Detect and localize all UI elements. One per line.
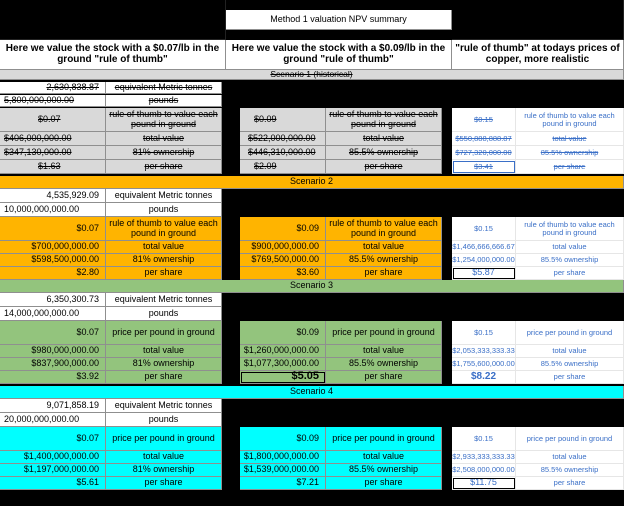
s2-c3-owned-label[interactable]: 85.5% ownership [516,254,624,267]
s4-c2-share[interactable]: $7.21 [240,477,326,490]
s1-tonnes-label[interactable]: equivalent Metric tonnes [106,82,222,94]
s1-c1-owned[interactable]: $347,130,000.00 [0,146,106,160]
s1-c1-share[interactable]: $1.63 [0,160,106,174]
s2-c2-owned[interactable]: $769,500,000.00 [240,254,326,267]
s3-c3-rate[interactable]: $0.15 [452,321,516,345]
s2-c1-rate-label[interactable]: rule of thumb to value each pound in ground [106,217,222,241]
s4-c3-rate-label[interactable]: price per pound in ground [516,427,624,451]
header-col3[interactable]: "rule of thumb" at todays prices of copper, more realistic [452,40,624,70]
s2-c2-owned-label[interactable]: 85.5% ownership [326,254,442,267]
s3-c2-owned[interactable]: $1,077,300,000.00 [240,358,326,371]
s2-c3-share[interactable]: $5.87 [452,267,516,280]
s4-c3-owned-label[interactable]: 85.5% ownership [516,464,624,477]
s1-c3-share-label[interactable]: per share [516,160,624,174]
s1-c1-total[interactable]: $406,000,000.00 [0,132,106,146]
empty-cell[interactable] [0,0,226,40]
s2-pounds[interactable]: 10,000,000,000.00 [0,203,106,217]
s3-c2-total[interactable]: $1,260,000,000.00 [240,345,326,358]
s2-c2-total-label[interactable]: total value [326,241,442,254]
s4-c1-share-label[interactable]: per share [106,477,222,490]
s4-c3-total-label[interactable]: total value [516,451,624,464]
s3-c2-owned-label[interactable]: 85.5% ownership [326,358,442,371]
s3-c1-total[interactable]: $980,000,000.00 [0,345,106,358]
s4-c2-rate-label[interactable]: price per pound in ground [326,427,442,451]
scenario-1-header[interactable]: Scenario 1 (historical) [0,70,624,80]
s2-c1-total[interactable]: $700,000,000.00 [0,241,106,254]
s1-c1-rate-label[interactable]: rule of thumb to value each pound in ground [106,108,222,132]
s3-c2-total-label[interactable]: total value [326,345,442,358]
s4-c2-total-label[interactable]: total value [326,451,442,464]
s3-c3-owned[interactable]: $1,755,600,000.00 [452,358,516,371]
s3-c1-owned-label[interactable]: 81% ownership [106,358,222,371]
s4-c3-share[interactable]: $11.75 [452,477,516,490]
s3-c3-rate-label[interactable]: price per pound in ground [516,321,624,345]
s2-c3-total[interactable]: $1,466,666,666.67 [452,241,516,254]
s4-pounds[interactable]: 20,000,000,000.00 [0,413,106,427]
s4-c3-share-label[interactable]: per share [516,477,624,490]
s2-c2-rate-label[interactable]: rule of thumb to value each pound in ground [326,217,442,241]
s1-c2-rate[interactable]: $0.09 [240,108,326,132]
s1-c3-total[interactable]: $550,888,888.87 [452,132,516,146]
s4-c2-total[interactable]: $1,800,000,000.00 [240,451,326,464]
s3-c2-rate[interactable]: $0.09 [240,321,326,345]
s2-c2-share[interactable]: $3.60 [240,267,326,280]
s1-c3-owned-label[interactable]: 85.5% ownership [516,146,624,160]
s4-c1-total-label[interactable]: total value [106,451,222,464]
s3-c1-total-label[interactable]: total value [106,345,222,358]
s3-c1-rate[interactable]: $0.07 [0,321,106,345]
s3-pounds[interactable]: 14,000,000,000.00 [0,307,106,321]
s2-c2-rate[interactable]: $0.09 [240,217,326,241]
s4-c1-owned[interactable]: $1,197,000,000.00 [0,464,106,477]
s2-c3-total-label[interactable]: total value [516,241,624,254]
s4-c1-rate-label[interactable]: price per pound in ground [106,427,222,451]
s2-c3-owned[interactable]: $1,254,000,000.00 [452,254,516,267]
s1-c2-rate-label[interactable]: rule of thumb to value each pound in ground [326,108,442,132]
s1-c3-owned[interactable]: $727,320,000.00 [452,146,516,160]
s2-pounds-label[interactable]: pounds [106,203,222,217]
s1-c3-share[interactable]: $3.41 [452,160,516,174]
s3-c3-total[interactable]: $2,053,333,333.33 [452,345,516,358]
s1-pounds[interactable]: 5,800,000,000.00 [0,95,106,107]
s4-c3-owned[interactable]: $2,508,000,000.00 [452,464,516,477]
s2-c1-rate[interactable]: $0.07 [0,217,106,241]
s2-c1-owned-label[interactable]: 81% ownership [106,254,222,267]
s4-c1-owned-label[interactable]: 81% ownership [106,464,222,477]
s4-pounds-label[interactable]: pounds [106,413,222,427]
sheet-title[interactable]: Method 1 valuation NPV summary [226,10,452,30]
s3-c1-share-label[interactable]: per share [106,371,222,384]
s2-c1-share-label[interactable]: per share [106,267,222,280]
s3-c2-share[interactable]: $5.05 [240,371,326,384]
s1-c3-rate-label[interactable]: rule of thumb to value each pound in ground [516,108,624,132]
scenario-2-header[interactable]: Scenario 2 [0,176,624,189]
s2-c3-rate[interactable]: $0.15 [452,217,516,241]
s1-c3-rate[interactable]: $0.15 [452,108,516,132]
s3-c3-total-label[interactable]: total value [516,345,624,358]
s4-tonnes[interactable]: 9,071,858.19 [0,399,106,413]
s2-c2-share-label[interactable]: per share [326,267,442,280]
s4-c3-total[interactable]: $2,933,333,333.33 [452,451,516,464]
s4-c1-share[interactable]: $5.61 [0,477,106,490]
s3-c2-share-label[interactable]: per share [326,371,442,384]
s1-c2-total-label[interactable]: total value [326,132,442,146]
s1-c3-total-label[interactable]: total value [516,132,624,146]
s2-c2-total[interactable]: $900,000,000.00 [240,241,326,254]
s4-c2-share-label[interactable]: per share [326,477,442,490]
s1-c1-share-label[interactable]: per share [106,160,222,174]
s1-c2-owned-label[interactable]: 85.5% ownership [326,146,442,160]
s2-c1-owned[interactable]: $598,500,000.00 [0,254,106,267]
s4-c3-rate[interactable]: $0.15 [452,427,516,451]
s4-c2-owned[interactable]: $1,539,000,000.00 [240,464,326,477]
s4-c1-rate[interactable]: $0.07 [0,427,106,451]
scenario-4-header[interactable]: Scenario 4 [0,386,624,399]
s3-c1-rate-label[interactable]: price per pound in ground [106,321,222,345]
s2-c1-share[interactable]: $2.80 [0,267,106,280]
s2-c3-share-label[interactable]: per share [516,267,624,280]
s3-c2-rate-label[interactable]: price per pound in ground [326,321,442,345]
s2-c3-rate-label[interactable]: rule of thumb to value each pound in ground [516,217,624,241]
s4-c2-owned-label[interactable]: 85.5% ownership [326,464,442,477]
s1-c2-share-label[interactable]: per share [326,160,442,174]
header-col2[interactable]: Here we value the stock with a $0.09/lb in the ground "rule of thumb" [226,40,452,70]
empty-cell[interactable] [452,0,624,40]
s3-tonnes-label[interactable]: equivalent Metric tonnes [106,293,222,307]
s4-c2-rate[interactable]: $0.09 [240,427,326,451]
s1-c2-total[interactable]: $522,000,000.00 [240,132,326,146]
s4-tonnes-label[interactable]: equivalent Metric tonnes [106,399,222,413]
s3-c1-share[interactable]: $3.92 [0,371,106,384]
s1-c1-total-label[interactable]: total value [106,132,222,146]
s3-c3-share[interactable]: $8.22 [452,371,516,384]
s3-tonnes[interactable]: 6,350,300.73 [0,293,106,307]
s1-c1-owned-label[interactable]: 81% ownership [106,146,222,160]
s2-c1-total-label[interactable]: total value [106,241,222,254]
s1-c2-owned[interactable]: $446,310,000.00 [240,146,326,160]
s4-c1-total[interactable]: $1,400,000,000.00 [0,451,106,464]
s3-c1-owned[interactable]: $837,900,000.00 [0,358,106,371]
s3-c3-owned-label[interactable]: 85.5% ownership [516,358,624,371]
s1-c2-share[interactable]: $2.09 [240,160,326,174]
s1-c1-rate[interactable]: $0.07 [0,108,106,132]
s3-c3-share-label[interactable]: per share [516,371,624,384]
s2-tonnes[interactable]: 4,535,929.09 [0,189,106,203]
scenario-3-header[interactable]: Scenario 3 [0,280,624,293]
header-col1[interactable]: Here we value the stock with a $0.07/lb in the ground "rule of thumb" [0,40,226,70]
s1-tonnes[interactable]: 2,630,838.87 [0,82,106,94]
s3-pounds-label[interactable]: pounds [106,307,222,321]
s2-tonnes-label[interactable]: equivalent Metric tonnes [106,189,222,203]
s1-pounds-label[interactable]: pounds [106,95,222,107]
